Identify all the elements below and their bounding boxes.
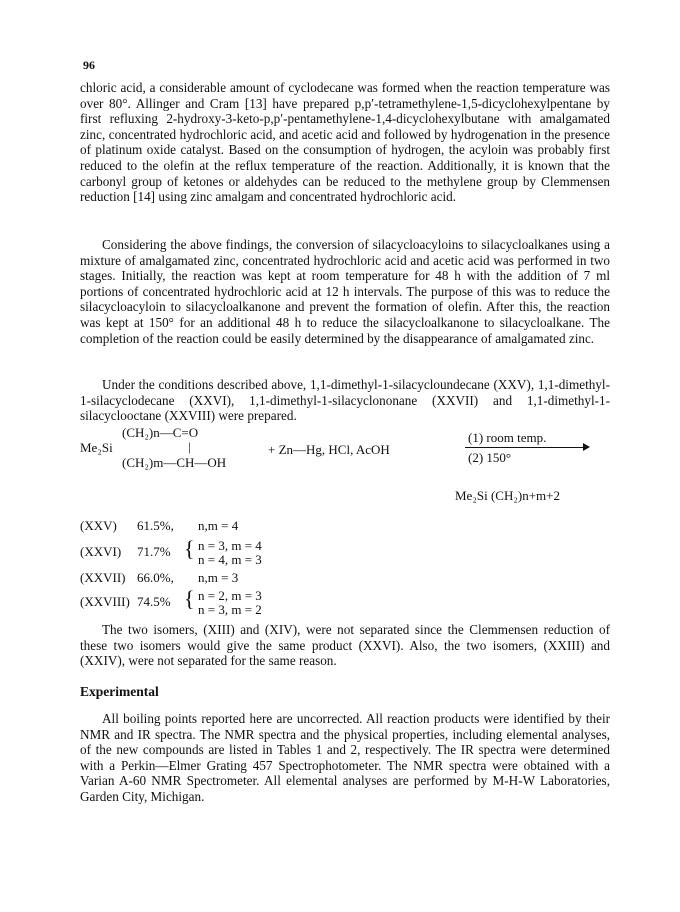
paragraph-clemmensen-background: chloric acid, a considerable amount of cyclodecane was formed when the reaction temperature was over 80°. Allinger and Cram [13] have prepared p,p′-tetramethylene-1,5-dicyclohexylpentane by first refluxing 2-hydroxy-3-keto-p,p′-pentamethylene-1,4-dicyclohexylbutane with amalgamated zinc, concentrated hydrochloric acid, and acetic acid and followed by hydrogenation in the presence of platinum oxide catalyst. Based on the consumption of hydrogen, the acyloin was probably first reduced to the olefin at the reflux temperature of the reaction. Additionally, it is known that the carbonyl group of ketones or aldehydes can be reduced to the methylene group by Clemmensen reduction [14] using zinc amalgam and concentrated hydrochloric acid. bbox=[80, 80, 610, 205]
reaction-scheme bbox=[80, 425, 610, 515]
condition: n,m = 4 bbox=[198, 518, 239, 533]
compound-label: (XXVIII) bbox=[80, 594, 130, 609]
condition: n = 2, m = 3 bbox=[198, 588, 262, 603]
reactant-bond: | bbox=[188, 439, 191, 454]
condition: n = 4, m = 3 bbox=[198, 552, 262, 567]
paragraph-products-prepared: Under the conditions described above, 1,1-dimethyl-1-silacycloundecane (XXV), 1,1-dimethyl-1-silacyclodecane (XXVI), 1,1-dimethyl-1-silacyclononane (XXVII) and 1,1-dimethyl-1-silacyclooctane (XXVIII) were prepared. bbox=[80, 377, 610, 424]
brace-icon: { bbox=[184, 586, 195, 611]
paragraph-experimental: All boiling points reported here are uncorrected. All reaction products were identified by their NMR and IR spectra. The NMR spectra and the physical properties, including elemental analyses, of the new compounds are listed in Tables 1 and 2, respectively. The IR spectra were determined with a Perkin—Elmer Grating 457 Spectrophotometer. The NMR spectra were obtained with a Varian A-60 NMR Spectrometer. All elemental analyses are performed by M-H-W Laboratories, Garden City, Michigan. bbox=[80, 711, 610, 804]
reaction-arrow-head bbox=[583, 443, 590, 451]
compound-label: (XXVII) bbox=[80, 570, 126, 585]
condition: n = 3, m = 4 bbox=[198, 538, 262, 553]
reaction-arrow-line bbox=[465, 447, 587, 448]
reagents: + Zn—Hg, HCl, AcOH bbox=[268, 442, 390, 457]
yield-value: 71.7% bbox=[137, 544, 171, 559]
paragraph-conversion-method: Considering the above findings, the conversion of silacycloacyloins to silacycloalkanes using a mixture of amalgamated zinc, concentrated hydrochloric acid and acetic acid was performed in two stages. Initially, the reaction was kept at room temperature for 48 h with the addition of 7 ml portions of concentrated hydrochloric acid at 12 h intervals. The purpose of this was to reduce the silacycloacyloin to silacycloalkanone and prevent the formation of olefin. After this, the reaction was kept at 150° for an additional 48 h to reduce the silacycloalkanone to silacycloalkane. The completion of the reaction could be easily determined by the disappearance of amalgamated zinc. bbox=[80, 237, 610, 346]
step-two: (2) 150° bbox=[468, 450, 512, 465]
compound-label: (XXVI) bbox=[80, 544, 122, 559]
yield-value: 61.5%, bbox=[137, 518, 174, 533]
page-number: 96 bbox=[83, 58, 95, 72]
reactant-bottom-chain: (CH₂)m—CH—OH bbox=[122, 455, 227, 470]
compound-label: (XXV) bbox=[80, 518, 117, 533]
step-one: (1) room temp. bbox=[468, 430, 547, 445]
reactant-silicon: Me₂Si bbox=[80, 440, 113, 455]
yield-value: 66.0%, bbox=[137, 570, 174, 585]
condition: n = 3, m = 2 bbox=[198, 602, 262, 617]
yield-value: 74.5% bbox=[137, 594, 171, 609]
brace-icon: { bbox=[184, 536, 195, 561]
product: Me₂Si (CH₂)n+m+2 bbox=[455, 488, 560, 503]
section-heading: Experimental bbox=[80, 684, 159, 699]
paragraph-isomers: The two isomers, (XIII) and (XIV), were not separated since the Clemmensen reduction of these two isomers would give the same product (XXVI). Also, the two isomers, (XXIII) and (XXIV), were not separated for the same reason. bbox=[80, 622, 610, 669]
reactant-top-chain: (CH₂)n—C=O bbox=[122, 425, 199, 440]
condition: n,m = 3 bbox=[198, 570, 239, 585]
